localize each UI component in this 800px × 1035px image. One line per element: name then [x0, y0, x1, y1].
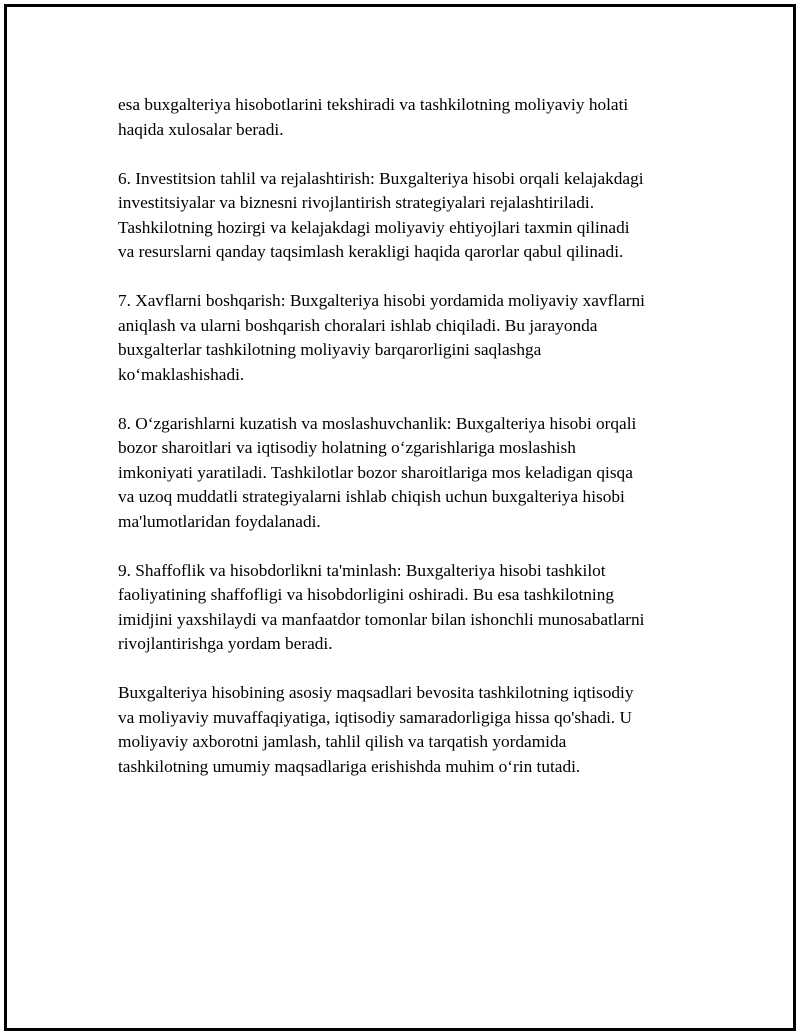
paragraph-change-monitoring: 8. O‘zgarishlarni kuzatish va moslashuvchanlik: Buxgalteriya hisobi orqali bozor sharoitlari va iqtisodiy holatning o‘zgarishlariga moslashish imkoniyati yaratiladi. Tashkilotlar bozor sharoitlariga mos keladigan qisqa va uzoq muddatli strategiyalarni ishlab chiqish uchun buxgalteriya hisobi ma'lumotlaridan foydalanadi.	[118, 413, 637, 531]
paragraph-conclusion: Buxgalteriya hisobining asosiy maqsadlari bevosita tashkilotning iqtisodiy va moliyaviy muvaffaqiyatiga, iqtisodiy samaradorligiga hissa qo'shadi. U moliyaviy axborotni jamlash, tahlil qilish va tarqatish yordamida tashkilotning umumiy maqsadlariga erishishda muhim o‘rin tutadi.	[118, 683, 634, 776]
paragraph-transparency: 9. Shaffoflik va hisobdorlikni ta'minlash: Buxgalteriya hisobi tashkilot faoliyatining shaffofligi va hisobdorligini oshiradi. Bu esa tashkilotning imidjini yaxshilaydi va manfaatdor tomonlar bilan ishonchli munosabatlarni rivojlantirishga yordam beradi.	[118, 560, 645, 653]
paragraph-investment-analysis: 6. Investitsion tahlil va rejalashtirish: Buxgalteriya hisobi orqali kelajakdagi investitsiyalar va biznesni rivojlantirish strategiyalari rejalashtiriladi. Tashkilotning hozirgi va kelajakdagi moliyaviy ehtiyojlari taxmin qilinadi va resurslarni qanday taqsimlash kerakligi haqida qarorlar qabul qilinadi.	[118, 168, 644, 261]
document-body	[118, 93, 698, 804]
paragraph-risk-management: 7. Xavflarni boshqarish: Buxgalteriya hisobi yordamida moliyaviy xavflarni aniqlash va ularni boshqarish choralari ishlab chiqiladi. Bu jarayonda buxgalterlar tashkilotning moliyaviy barqarorligini saqlashga ko‘maklashishadi.	[118, 291, 645, 384]
paragraph-continuation: esa buxgalteriya hisobotlarini tekshiradi va tashkilotning moliyaviy holati haqida xulosalar beradi.	[118, 95, 629, 139]
